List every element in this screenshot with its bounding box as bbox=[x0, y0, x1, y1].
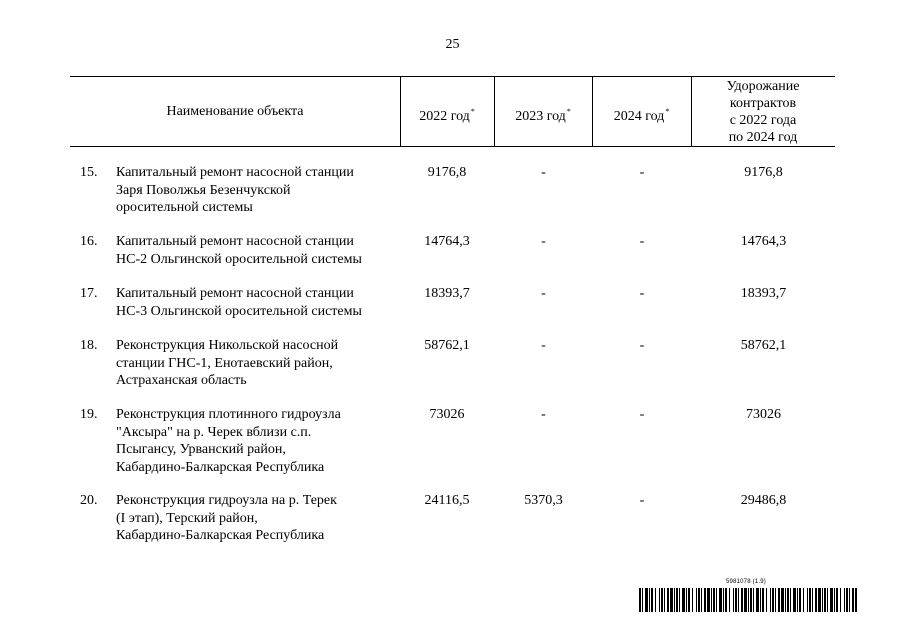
page-number: 25 bbox=[445, 37, 460, 52]
object-name-line: Псыгансу, Урванский район, bbox=[116, 442, 286, 457]
value-2022: 14764,3 bbox=[424, 234, 470, 249]
value-increase: 14764,3 bbox=[740, 234, 787, 249]
object-name-line: Астраханская область bbox=[116, 373, 247, 388]
value-2024: - bbox=[639, 493, 645, 508]
object-name-line: "Аксыра" на р. Черек вблизи с.п. bbox=[116, 424, 312, 440]
object-name-line: Реконструкция гидроузла на р. Терек bbox=[116, 493, 337, 508]
barcode-image bbox=[639, 588, 857, 612]
value-2022: 73026 bbox=[429, 407, 465, 422]
footnote-mark: * bbox=[665, 107, 670, 116]
object-name-line: оросительной системы bbox=[116, 200, 253, 215]
header-increase-line: Удорожание bbox=[726, 79, 800, 94]
object-name-line: Заря Поволжья Безенчукской bbox=[116, 182, 291, 198]
value-increase: 18393,7 bbox=[740, 286, 787, 301]
row-number: 20. bbox=[80, 493, 98, 508]
header-2023 bbox=[494, 103, 592, 125]
value-2024: - bbox=[639, 165, 645, 180]
object-name-line: станции ГНС-1, Енотаевский район, bbox=[116, 355, 333, 371]
header-increase-line: с 2022 года bbox=[729, 113, 797, 128]
row-number: 19. bbox=[80, 407, 98, 422]
value-2023: - bbox=[541, 286, 546, 301]
value-increase: 29486,8 bbox=[740, 493, 787, 508]
header-2024 bbox=[592, 103, 691, 125]
value-2023: - bbox=[541, 407, 546, 422]
header-2024-label: 2024 год bbox=[613, 109, 665, 124]
header-2023-label: 2023 год bbox=[515, 109, 566, 124]
object-name-line: Кабардино-Балкарская Республика bbox=[116, 528, 325, 543]
value-2023: - bbox=[541, 338, 546, 353]
header-increase-line: контрактов bbox=[729, 96, 797, 111]
object-name-line: (I этап), Терский район, bbox=[116, 510, 258, 526]
footnote-mark: * bbox=[566, 107, 571, 116]
value-2024: - bbox=[639, 338, 645, 353]
value-2024: - bbox=[639, 234, 645, 249]
value-increase: 9176,8 bbox=[744, 165, 783, 180]
table-header-bottom-rule bbox=[70, 146, 835, 147]
footnote-mark: * bbox=[470, 107, 475, 116]
value-2022: 24116,5 bbox=[424, 493, 470, 508]
object-name-line: Капитальный ремонт насосной станции bbox=[116, 165, 354, 180]
object-name-line: НС-2 Ольгинской оросительной системы bbox=[116, 251, 362, 267]
value-2023: 5370,3 bbox=[524, 493, 563, 508]
object-name-line: Кабардино-Балкарская Республика bbox=[116, 459, 325, 475]
object-name bbox=[116, 233, 391, 268]
value-increase: 73026 bbox=[746, 407, 781, 422]
object-name bbox=[116, 337, 391, 390]
object-name-line: Реконструкция плотинного гидроузла bbox=[116, 407, 341, 422]
object-name-line: Капитальный ремонт насосной станции bbox=[116, 286, 354, 301]
value-increase: 58762,1 bbox=[740, 338, 787, 353]
value-2022: 58762,1 bbox=[424, 338, 470, 353]
object-name bbox=[116, 492, 391, 545]
header-object-name: Наименование объекта bbox=[166, 104, 304, 119]
object-name bbox=[116, 164, 391, 217]
row-number: 18. bbox=[80, 338, 98, 353]
value-2022: 18393,7 bbox=[424, 286, 470, 301]
value-2023: - bbox=[541, 165, 546, 180]
object-name bbox=[116, 285, 391, 320]
header-2022 bbox=[400, 103, 494, 125]
object-name-line: Капитальный ремонт насосной станции bbox=[116, 234, 354, 249]
header-increase bbox=[691, 78, 835, 146]
row-number: 16. bbox=[80, 234, 98, 249]
value-2023: - bbox=[541, 234, 546, 249]
header-increase-line: по 2024 год bbox=[728, 130, 798, 145]
value-2022: 9176,8 bbox=[427, 165, 467, 180]
header-2022-label: 2022 год bbox=[419, 109, 470, 124]
object-name-line: Реконструкция Никольской насосной bbox=[116, 338, 339, 353]
table-top-rule bbox=[70, 76, 835, 77]
value-2024: - bbox=[639, 407, 645, 422]
object-name bbox=[116, 406, 391, 476]
value-2024: - bbox=[639, 286, 645, 301]
row-number: 15. bbox=[80, 165, 98, 180]
row-number: 17. bbox=[80, 286, 98, 301]
barcode-label: 5981078 (1.9) bbox=[726, 579, 766, 585]
object-name-line: НС-3 Ольгинской оросительной системы bbox=[116, 303, 362, 319]
